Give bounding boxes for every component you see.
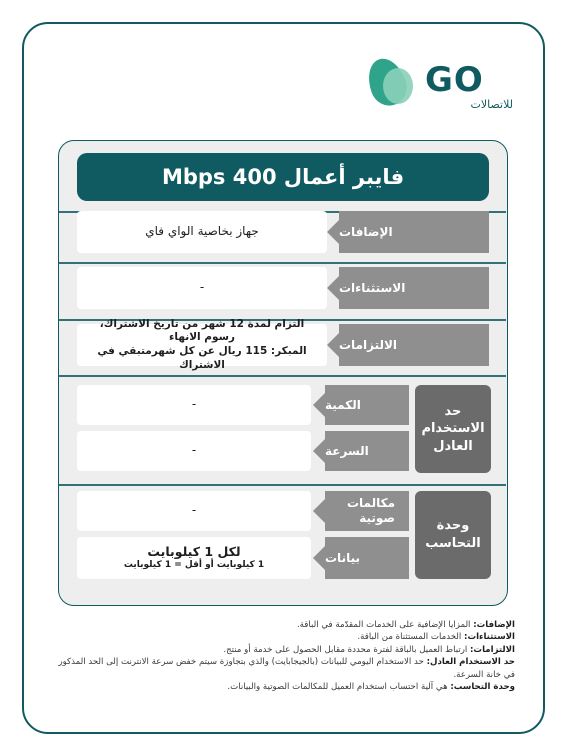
- data-value: [77, 537, 311, 579]
- fair-use-group-label: حد الاستخدام العادل: [415, 385, 491, 473]
- row-billing-data: [77, 537, 409, 579]
- quantity-value: -: [77, 385, 311, 425]
- footnote-item: حد الاستخدام العادل: حد الاستخدام اليومي للبيانات (بالجيجابايت) والذي بتجاوزة سيتم خفض سرعة الانترنت إلى الحد المذكور في خانة السرعة.: [58, 657, 515, 680]
- additions-label: الإضافات: [339, 211, 489, 253]
- logo-tagline: للاتصالات: [470, 98, 513, 111]
- data-value-sub: 1 كيلوبايت أو أقل = 1 كيلوبايت: [123, 560, 265, 571]
- commitments-line-2: المبكر: 115 ريال عن كل شهرمتبقي في الاشتراك: [97, 345, 307, 371]
- data-label: بيانات: [325, 537, 409, 579]
- divider: [59, 484, 506, 486]
- billing-unit-group-label: وحدة التحاسب: [415, 491, 491, 579]
- logo-mark-overlay: [383, 68, 413, 104]
- quantity-label: الكمية: [325, 385, 409, 425]
- speed-value: -: [77, 431, 311, 471]
- row-additions: [77, 211, 489, 253]
- logo-wordmark: GO: [425, 60, 484, 100]
- exclusions-value: -: [77, 267, 327, 309]
- footnote-item: الإضافات: المزايا الإضافية على الخدمات المقدّمة في الباقة.: [296, 620, 515, 630]
- plan-title: فايبر أعمال 400 Mbps: [77, 153, 489, 201]
- plan-table: [58, 140, 508, 606]
- row-fair-use-speed: [77, 431, 409, 471]
- commitments-label: الالتزامات: [339, 324, 489, 366]
- voice-value: -: [77, 491, 311, 531]
- commitments-line-1: التزام لمدة 12 شهر من تاريخ الاشتراك، رسوم الانهاء: [99, 317, 305, 344]
- commitments-value: [77, 317, 327, 371]
- row-billing-voice: [77, 491, 409, 531]
- exclusions-label: الاستثناءات: [339, 267, 489, 309]
- footnote-item: الالتزامات: ارتباط العميل بالباقة لفترة محددة مقابل الحصول على خدمة أو منتج.: [223, 644, 515, 655]
- divider: [59, 375, 506, 377]
- additions-value: جهاز بخاصية الواي فاي: [77, 211, 327, 253]
- speed-label: السرعة: [325, 431, 409, 471]
- footnote-item: الاستثناءات: الخدمات المستثناة من الباقة.: [357, 632, 515, 643]
- row-exclusions: [77, 267, 489, 309]
- row-commitments: [77, 317, 489, 371]
- row-fair-use-quantity: [77, 385, 409, 425]
- voice-label: مكالمات صوتية: [325, 491, 409, 531]
- divider: [59, 262, 506, 264]
- data-value-main: لكل 1 كيلوبايت: [147, 544, 241, 560]
- footnotes: [45, 619, 515, 694]
- footnote-item: وحدة التحاسب: هي آلية احتساب استخدام العميل للمكالمات الصوتية والبيانات.: [227, 682, 515, 693]
- go-logo: [369, 58, 519, 118]
